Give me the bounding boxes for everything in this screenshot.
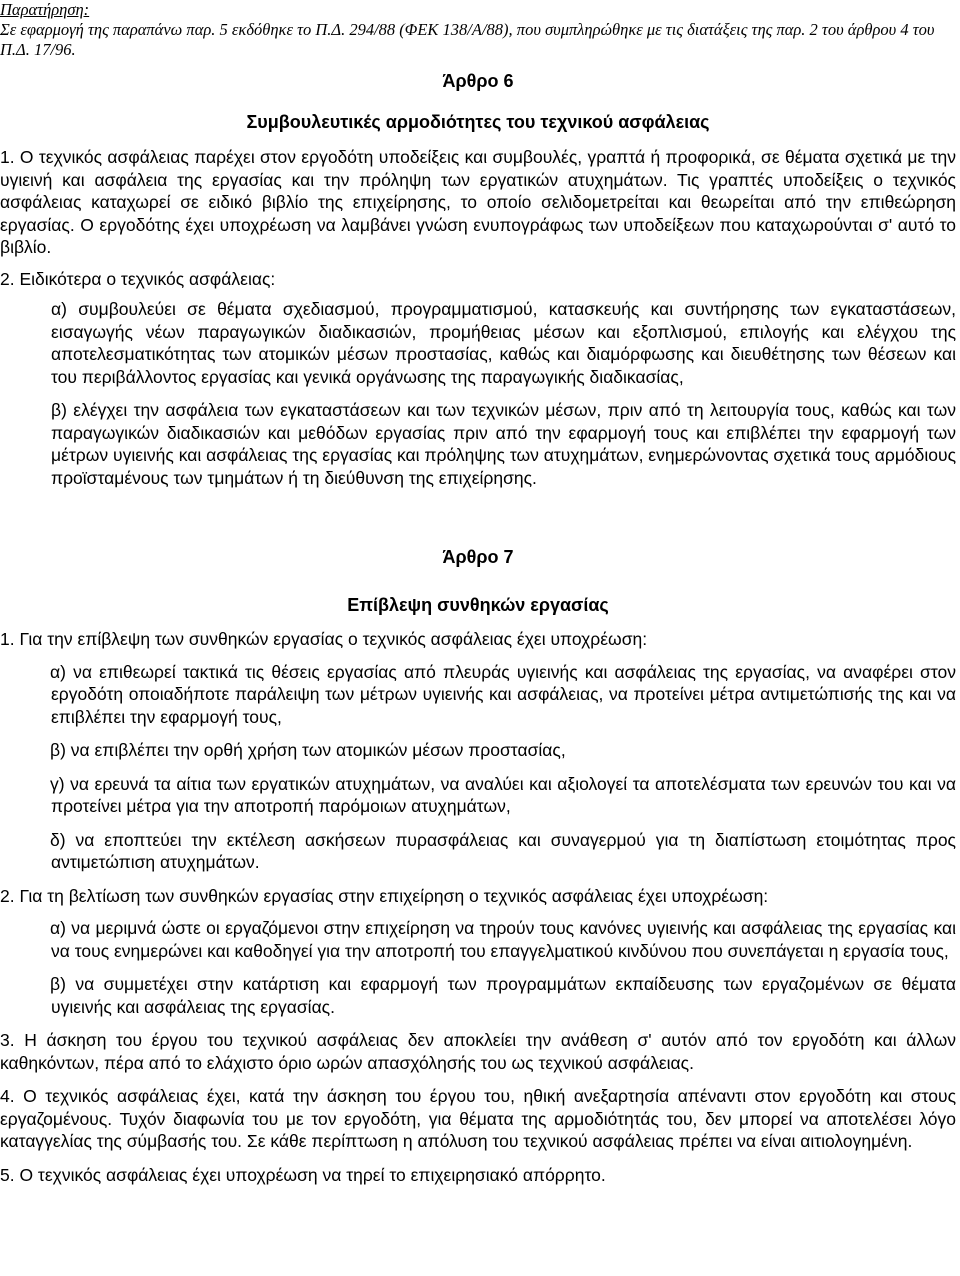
article-7: [0, 544, 956, 1186]
note-text: Σε εφαρμογή της παραπάνω παρ. 5 εκδόθηκε το Π.Δ. 294/88 (ΦΕΚ 138/Α/88), που συμπληρώθηκε με τις διατάξεις της παρ. 2 του άρθρου 4 του Π.Δ. 17/96.: [0, 20, 935, 59]
article-6-item-a: α) συμβουλεύει σε θέματα σχεδιασμού, προγραμματισμού, κατασκευής και συντήρησης των εγκαταστάσεων, εισαγωγής νέων παραγωγικών διαδικασιών, προμήθειας μέσων και εξοπλισμού, επιλογής και ελέγχου της αποτελεσματικότητας των ατομικών μέσων προστασίας, καθώς και διαμόρφωσης και διευθέτησης των θέσεων και του περιβάλλοντος εργασίας και γενικά οργάνωσης της παραγωγικής διαδικασίας,: [51, 299, 956, 387]
article-6-number: Άρθρο 6: [442, 71, 514, 91]
article-7-paragraph-5: 5. Ο τεχνικός ασφάλειας έχει υποχρέωση να τηρεί το επιχειρησιακό απόρρητο.: [0, 1164, 606, 1185]
article-6-item-b: β) ελέγχει την ασφάλεια των εγκαταστάσεων και των τεχνικών μέσων, πριν από τη λειτουργία τους, καθώς και των παραγωγικών διαδικασιών και μεθόδων εργασίας πριν από την εφαρμογή τους και επιβλέπει την εφαρμογή των μέτρων υγιεινής και ασφάλειας της εργασίας και πρόληψης των ατυχημάτων, ενημερώνοντας σχετικά τους αρμόδιους προϊσταμένους των τμημάτων ή τη διεύθυνση της επιχείρησης.: [51, 400, 957, 488]
article-6-paragraph-1: 1. Ο τεχνικός ασφάλειας παρέχει στον εργοδότη υποδείξεις και συμβουλές, γραπτά ή προφορικά, σε θέματα σχετικά με την υγιεινή και ασφάλεια της εργασίας και την πρόληψη των εργατικών ατυχημάτων. Τις γραπτές υποδείξεις ο τεχνικός ασφάλειας καταχωρεί σε ειδικό βιβλίο της επιχείρησης, το οποίο σελιδομετρείται και θεωρείται από την επιθεώρηση εργασίας. Ο εργοδότης έχει υποχρέωση να λαμβάνει γνώση ενυπογράφως των υποδείξεων που καταχωρούνται σ' αυτό το βιβλίο.: [0, 147, 956, 257]
article-7-item-1a: α) να επιθεωρεί τακτικά τις θέσεις εργασίας από πλευράς υγιεινής και ασφάλειας της εργασίας, να αναφέρει στον εργοδότη οποιαδήποτε παράλειψη των μέτρων υγιεινής και ασφάλειας, να προτείνει μέτρα αντιμετώπισής της και να επιβλέπει την εφαρμογή τους,: [50, 661, 956, 727]
article-7-paragraph-4: 4. Ο τεχνικός ασφάλειας έχει, κατά την άσκηση του έργου του, ηθική ανεξαρτησία απέναντι στον εργοδότη και στους εργαζομένους. Τυχόν διαφωνία του με τον εργοδότη, για θέματα της αρμοδιότητάς του, δεν μπορεί να αποτελέσει λόγο καταγγελίας της σύμβασής του. Σε κάθε περίπτωση η απόλυση του τεχνικού ασφάλειας πρέπει να είναι αιτιολογημένη.: [0, 1086, 956, 1151]
article-7-item-1c: γ) να ερευνά τα αίτια των εργατικών ατυχημάτων, να αναλύει και αξιολογεί τα αποτελέσματα των ερευνών του και να προτείνει μέτρα για την αποτροπή παρόμοιων ατυχημάτων,: [50, 773, 956, 816]
article-7-paragraph-3: 3. Η άσκηση του έργου του τεχνικού ασφάλειας δεν αποκλείει την ανάθεση σ' αυτόν από τον εργοδότη και άλλων καθηκόντων, πέρα από το ελάχιστο όριο ωρών απασχόλησής του ως τεχνικού ασφάλειας.: [0, 1030, 956, 1073]
article-6-paragraph-2: 2. Ειδικότερα ο τεχνικός ασφάλειας:: [0, 268, 276, 289]
article-7-number: Άρθρο 7: [442, 547, 514, 567]
article-7-item-1d: δ) να εποπτεύει την εκτέλεση ασκήσεων πυρασφάλειας και συναγερμού για τη διαπίστωση ετοιμότητας προς αντιμετώπιση ατυχημάτων.: [50, 829, 956, 872]
article-7-paragraph-1: 1. Για την επίβλεψη των συνθηκών εργασίας ο τεχνικός ασφάλειας έχει υποχρέωση:: [0, 629, 648, 649]
article-7-item-1b: β) να επιβλέπει την ορθή χρήση των ατομικών μέσων προστασίας,: [50, 740, 566, 760]
article-6: [0, 68, 956, 489]
note-block: [0, 0, 952, 60]
article-6-title: Συμβουλευτικές αρμοδιότητες του τεχνικού ασφάλειας: [246, 112, 710, 132]
article-7-item-2a: α) να μεριμνά ώστε οι εργαζόμενοι στην επιχείρηση να τηρούν τους κανόνες υγιεινής και ασφάλειας της εργασίας και να τους ενημερώνει και καθοδηγεί για την αποτροπή του επαγγελματικού κινδύνου που συνεπάγεται η εργασία τους,: [50, 918, 956, 961]
article-7-title: Επίβλεψη συνθηκών εργασίας: [347, 595, 609, 615]
article-7-paragraph-2: 2. Για τη βελτίωση των συνθηκών εργασίας στην επιχείρηση ο τεχνικός ασφάλειας έχει υποχρέωση:: [0, 885, 769, 906]
note-label: Παρατήρηση:: [0, 0, 90, 19]
article-7-item-2b: β) να συμμετέχει στην κατάρτιση και εφαρμογή των προγραμμάτων εκπαίδευσης των εργαζομένων σε θέματα υγιεινής και ασφάλειας της εργασίας.: [50, 974, 956, 1017]
